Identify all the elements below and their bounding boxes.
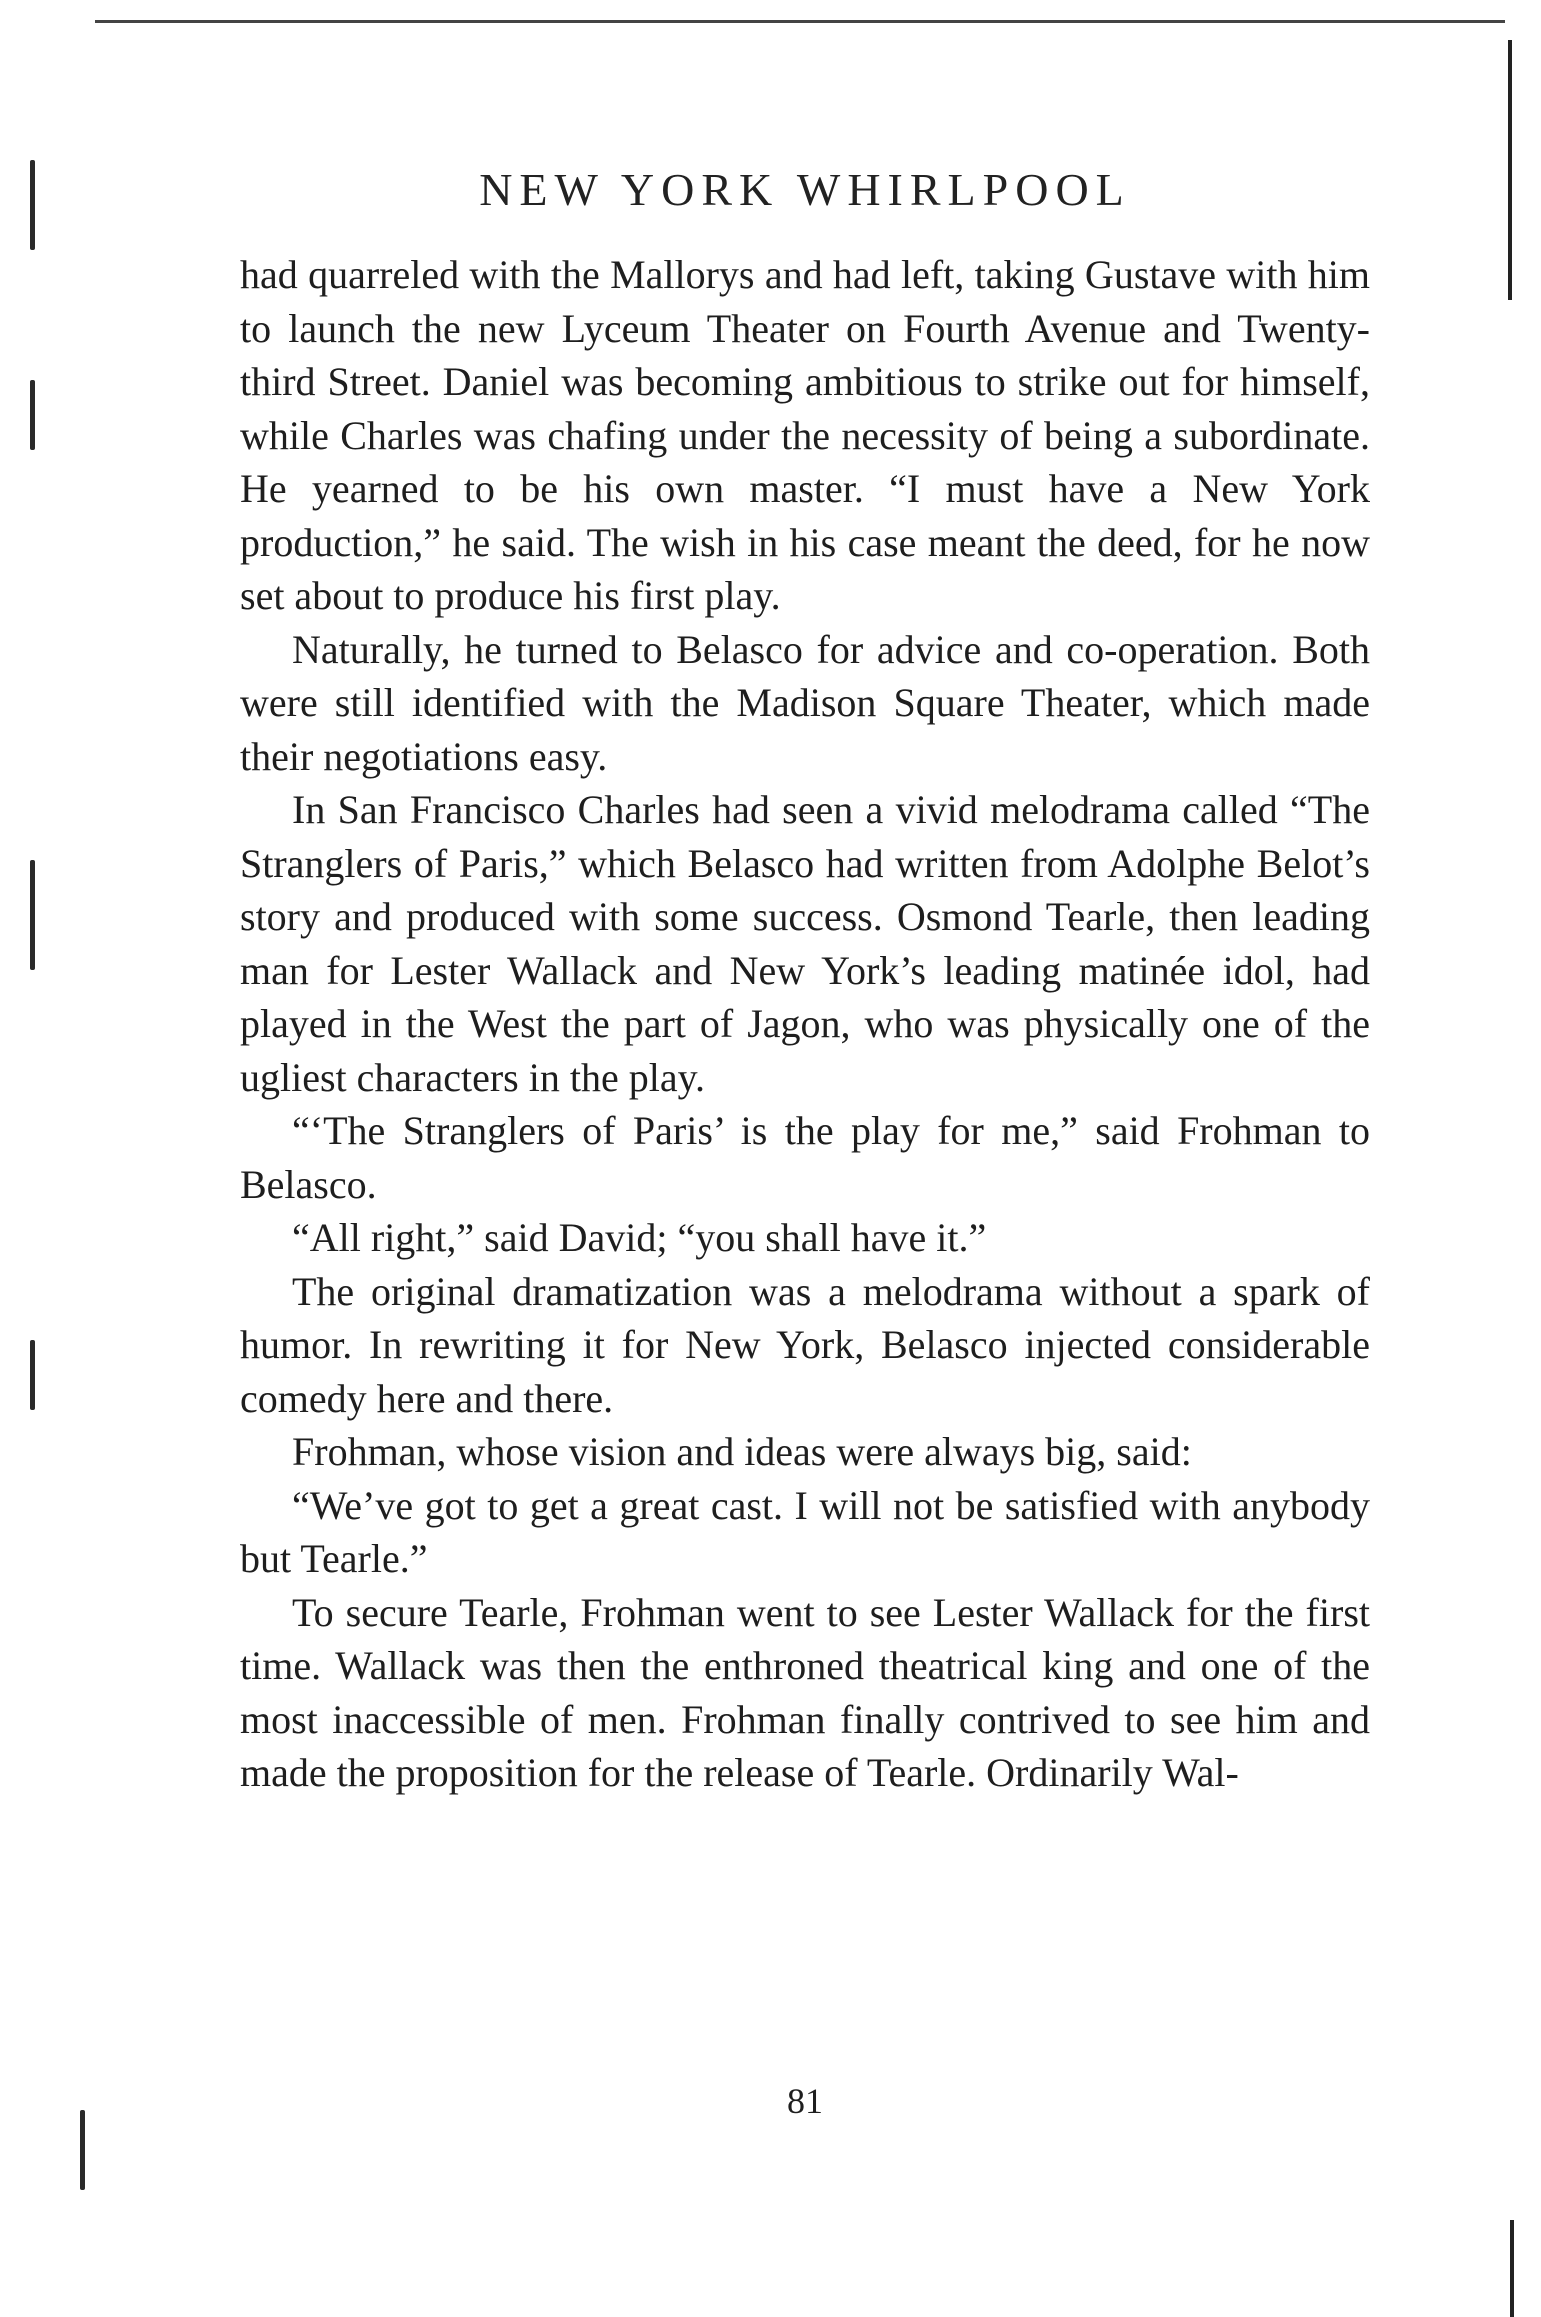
page-number: 81 [787, 2081, 823, 2121]
margin-artifact [30, 160, 35, 250]
margin-artifact [80, 2110, 85, 2190]
page-edge-shadow-bottom [1510, 2220, 1514, 2317]
margin-artifact [30, 860, 35, 970]
margin-artifact [30, 1340, 35, 1410]
top-rule [95, 20, 1505, 23]
paragraph: “All right,” said David; “you shall have it.” [292, 1215, 987, 1260]
paragraph: The original dramatization was a melodrama without a spark of humor. In rewriting it for New York, Belasco injected considerable comedy here and there. [240, 1268, 1370, 1421]
paragraph: To secure Tearle, Frohman went to see Lester Wallack for the first time. Wallack was then the enthroned theatrical king and one of the most inaccessible of men. Frohman finally contrived to see him and made the proposition for the release of Tearle. Ordinarily Wal- [240, 1589, 1370, 1795]
body-text [240, 248, 1370, 1800]
paragraph: Frohman, whose vision and ideas were always big, said: [292, 1429, 1192, 1474]
paragraph: In San Francisco Charles had seen a vivid melodrama called “The Stranglers of Paris,” which Belasco had written from Adolphe Belot’s story and produced with some success. Osmond Tearle, then leading man for Lester Wallack and New York’s leading matinée idol, had played in the West the part of Jagon, who was physically one of the ugliest characters in the play. [240, 787, 1370, 1100]
page-edge-shadow [1508, 40, 1512, 300]
paragraph: “We’ve got to get a great cast. I will not be satisfied with anybody but Tearle.” [240, 1482, 1370, 1581]
running-head: NEW YORK WHIRLPOOL [479, 164, 1131, 215]
paragraph: had quarreled with the Mallorys and had left, taking Gustave with him to launch the new Lyceum Theater on Fourth Avenue and Twenty-third Street. Daniel was becoming ambitious to strike out for himself, while Charles was chafing under the necessity of being a subordinate. He yearned to be his own master. “I must have a New York production,” he said. The wish in his case meant the deed, for he now set about to produce his first play. [240, 252, 1370, 618]
paragraph: Naturally, he turned to Belasco for advice and co-operation. Both were still identified with the Madison Square Theater, which made their negotiations easy. [240, 626, 1370, 779]
margin-artifact [30, 380, 35, 450]
paragraph: “‘The Stranglers of Paris’ is the play for me,” said Frohman to Belasco. [240, 1108, 1370, 1207]
